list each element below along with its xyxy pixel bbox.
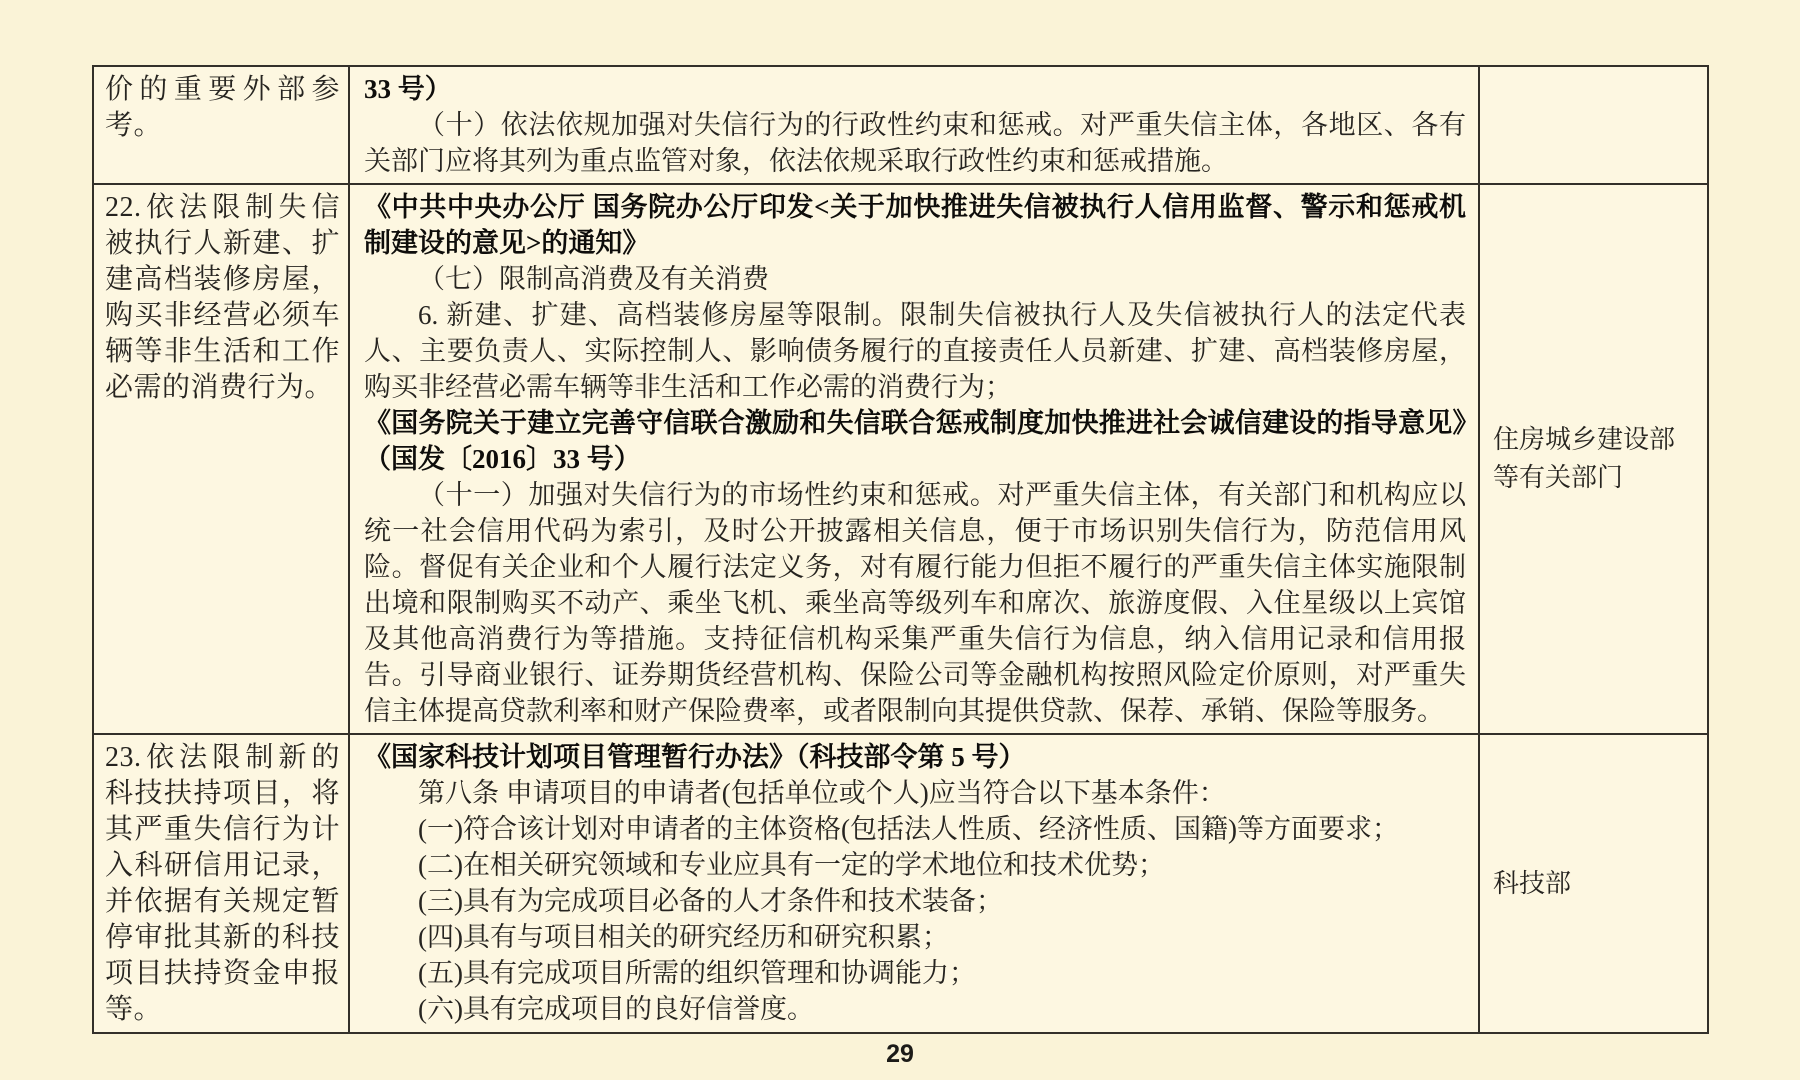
law-title-text: 《中共中央办公厅 国务院办公厅印发<关于加快推进失信被执行人信用监督、警示和惩戒机制建设的意见>的通知》: [364, 192, 1466, 258]
basis-paragraph: (一)符合该计划对申请者的主体资格(包括法人性质、经济性质、国籍)等方面要求；: [418, 814, 1399, 844]
basis-paragraph: （十）依法依规加强对失信行为的行政性约束和惩戒。对严重失信主体，各地区、各有关部门应将其列为重点监管对象，依法依规采取行政性约束和惩戒措施。: [364, 110, 1466, 176]
department-text: 住房城乡建设部等有关部门: [1493, 425, 1676, 492]
department-text: 科技部: [1493, 868, 1572, 898]
measure-cell: [93, 734, 349, 1033]
measure-cell: [93, 66, 349, 184]
measure-text: 价的重要外部参考。: [105, 74, 340, 141]
basis-paragraph: （七）限制高消费及有关消费: [418, 264, 769, 294]
basis-paragraph: (五)具有完成项目所需的组织管理和协调能力；: [418, 958, 976, 988]
table-row-23: [93, 734, 1708, 1033]
basis-paragraph: (二)在相关研究领域和专业应具有一定的学术地位和技术优势；: [418, 850, 1165, 880]
table-row-continuation: [93, 66, 1708, 184]
table-row-22: [93, 184, 1708, 734]
law-title-text: 33 号）: [364, 74, 452, 104]
measures-table: [92, 65, 1709, 1034]
basis-paragraph: 第八条 申请项目的申请者(包括单位或个人)应当符合以下基本条件：: [418, 778, 1226, 808]
basis-paragraph: 6. 新建、扩建、高档装修房屋等限制。限制失信被执行人及失信被执行人的法定代表人、主要负责人、实际控制人、影响债务履行的直接责任人员新建、扩建、高档装修房屋，购买非经营必需车辆等非生活和工作必需的消费行为；: [364, 300, 1466, 402]
department-cell: [1479, 734, 1708, 1033]
basis-paragraph: (四)具有与项目相关的研究经历和研究积累；: [418, 922, 949, 952]
measure-text: 23.依法限制新的科技扶持项目，将其严重失信行为计入科研信用记录，并依据有关规定暂停审批其新的科技项目扶持资金申报等。: [105, 742, 340, 1025]
measure-cell: [93, 184, 349, 734]
page-number: 29: [886, 1040, 914, 1068]
basis-paragraph: (三)具有为完成项目必备的人才条件和技术装备；: [418, 886, 1003, 916]
legal-basis-cell: [349, 184, 1479, 734]
legal-basis-cell: [349, 66, 1479, 184]
department-cell: [1479, 66, 1708, 184]
law-title-text: 《国家科技计划项目管理暂行办法》（科技部令第 5 号）: [364, 742, 1026, 772]
legal-basis-cell: [349, 734, 1479, 1033]
law-title-text: 《国务院关于建立完善守信联合激励和失信联合惩戒制度加快推进社会诚信建设的指导意见》（国发〔2016〕33 号）: [364, 408, 1466, 474]
basis-paragraph: (六)具有完成项目的良好信誉度。: [418, 994, 814, 1024]
department-cell: [1479, 184, 1708, 734]
basis-paragraph: （十一）加强对失信行为的市场性约束和惩戒。对严重失信主体，有关部门和机构应以统一社会信用代码为索引，及时公开披露相关信息，便于市场识别失信行为，防范信用风险。督促有关企业和个人履行法定义务，对有履行能力但拒不履行的严重失信主体实施限制出境和限制购买不动产、乘坐飞机、乘坐高等级列车和席次、旅游度假、入住星级以上宾馆及其他高消费行为等措施。支持征信机构采集严重失信行为信息，纳入信用记录和信用报告。引导商业银行、证券期货经营机构、保险公司等金融机构按照风险定价原则，对严重失信主体提高贷款利率和财产保险费率，或者限制向其提供贷款、保荐、承销、保险等服务。: [364, 480, 1466, 726]
measure-text: 22.依法限制失信被执行人新建、扩建高档装修房屋，购买非经营必须车辆等非生活和工作必需的消费行为。: [105, 192, 340, 403]
